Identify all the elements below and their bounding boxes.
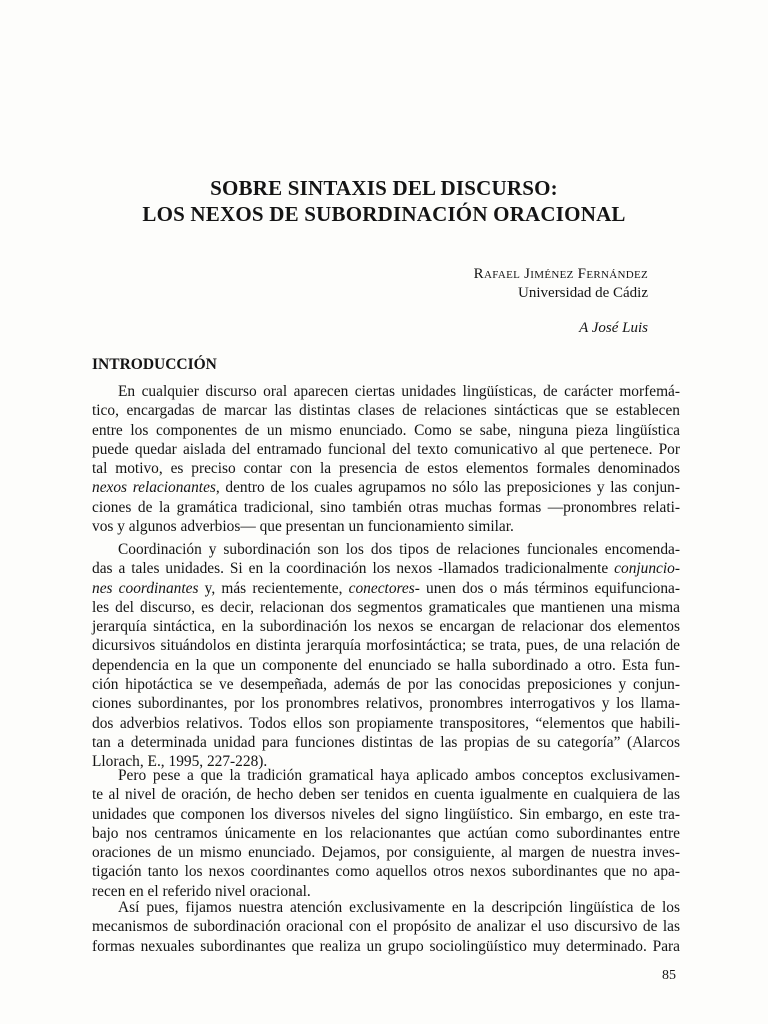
section-heading: INTRODUCCIÓN <box>92 356 217 373</box>
paragraph-line: oraciones de un mismo enunciado. Dejamos, por consiguiente, al margen de nuestra inves- <box>92 844 680 862</box>
paragraph-line: das a tales unidades. Si en la coordinación los nexos -llamados tradicionalmente conjuncio- <box>92 560 680 578</box>
paragraph-line: mecanismos de subordinación oracional con el propósito de analizar el uso discursivo de las <box>92 918 680 936</box>
paragraph-1 <box>92 382 680 536</box>
paragraph-line: bajo nos centramos únicamente en los relacionantes que actúan como subordinantes entre <box>92 824 680 842</box>
paragraph-line: dependencia en la que un componente del enunciado se halla subordinado a otro. Esta fun- <box>92 656 680 674</box>
paragraph-line: les del discurso, es decir, relacionan dos segmentos gramaticales que mantienen una misma <box>92 598 680 616</box>
paragraph-line: recen en el referido nivel oracional. <box>92 882 311 900</box>
paragraph-4 <box>92 898 680 956</box>
paragraph-line: tal motivo, es preciso contar con la presencia de estos elementos formales denominados <box>92 460 680 478</box>
paragraph-line: formas nexuales subordinantes que realiza un grupo sociolingüístico muy determinado. Para <box>92 937 680 955</box>
page-number: 85 <box>662 968 676 983</box>
paragraph-line: Pero pese a que la tradición gramatical haya aplicado ambos conceptos exclusivamen- <box>118 767 680 784</box>
paragraph-line: tan a determinada unidad para funciones distintas de las propias de su categoría” (Alarcos <box>92 733 680 751</box>
dedication: A José Luis <box>579 320 648 336</box>
paragraph-line: ciones subordinantes, por los pronombres relativos, pronombres interrogativos y los llama- <box>92 695 680 713</box>
author-affiliation: Universidad de Cádiz <box>518 285 648 301</box>
paragraph-3 <box>92 766 680 901</box>
title-line-1: SOBRE SINTAXIS DEL DISCURSO: <box>210 176 558 200</box>
paragraph-line: vos y algunos adverbios— que presentan un funcionamiento similar. <box>92 518 514 536</box>
paragraph-line: En cualquier discurso oral aparecen ciertas unidades lingüísticas, de carácter morfemá- <box>118 383 680 400</box>
paragraph-2 <box>92 540 680 772</box>
paragraph-line: nexos relacionantes, dentro de los cuales agrupamos no sólo las preposiciones y las conjun- <box>92 479 680 497</box>
paragraph-line: ción hipotáctica se ve desempeñada, además de por las conocidas preposiciones y conjun- <box>92 676 680 694</box>
paragraph-line: ciones de la gramática tradicional, sino también otras muchas formas —pronombres relati- <box>92 498 680 516</box>
paragraph-line: jerarquía sintáctica, en la subordinación los nexos se encargan de relacionar dos elementos <box>92 618 680 636</box>
paragraph-line: dos adverbios relativos. Todos ellos son propiamente transpositores, “elementos que habili- <box>92 714 680 732</box>
paragraph-line: nes coordinantes y, más recientemente, conectores- unen dos o más términos equifunciona- <box>92 579 680 597</box>
paragraph-line: unidades que componen los diversos niveles del signo lingüístico. Sin embargo, en este tra- <box>92 805 680 823</box>
paragraph-line: Llorach, E., 1995, 227-228). <box>92 753 268 771</box>
paragraph-line: entre los componentes de un mismo enunciado. Como se sabe, ninguna pieza lingüística <box>92 421 680 439</box>
paragraph-line: Coordinación y subordinación son los dos tipos de relaciones funcionales encomenda- <box>118 541 680 558</box>
paragraph-line: te al nivel de oración, de hecho deben ser tenidos en cuenta igualmente en cualquiera de las <box>92 786 680 804</box>
paragraph-line: tigación tanto los nexos coordinantes como aquellos otros nexos subordinantes que no apa- <box>92 863 680 881</box>
paragraph-line: Así pues, fijamos nuestra atención exclusivamente en la descripción lingüística de los <box>118 899 680 916</box>
paragraph-line: tico, encargadas de marcar las distintas clases de relaciones sintácticas que se establecen <box>92 402 680 420</box>
author-name: Rafael Jiménez Fernández <box>473 266 648 282</box>
paragraph-line: puede quedar aislada del entramado funcional del texto comunicativo al que pertenece. Por <box>92 440 680 458</box>
paragraph-line: dicursivos situándolos en distinta jerarquía morfosintáctica; se trata, pues, de una relación de <box>92 637 680 655</box>
title-line-2: LOS NEXOS DE SUBORDINACIÓN ORACIONAL <box>142 202 626 226</box>
